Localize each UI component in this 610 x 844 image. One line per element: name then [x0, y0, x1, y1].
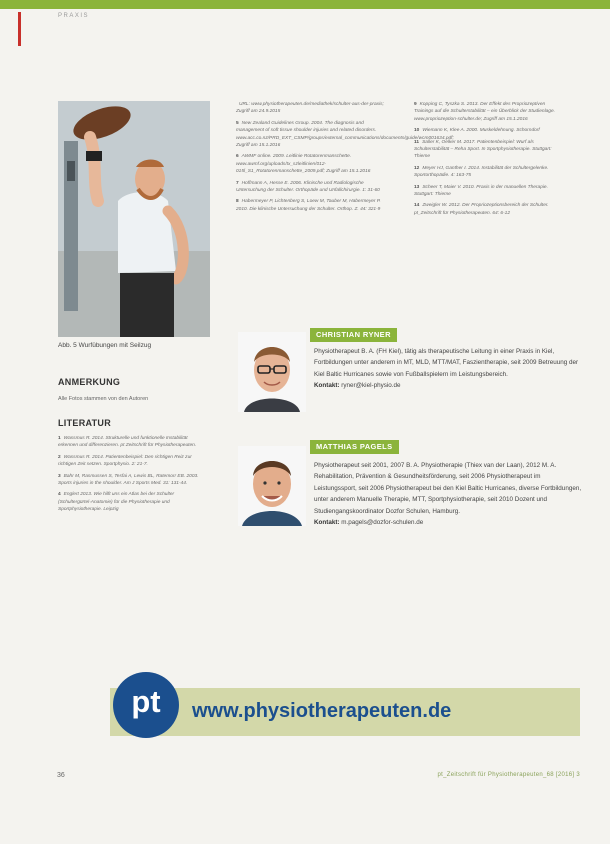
reference-item: 13 Scheer T, Maier V. 2010. Praxis in der manuellen Therapie. Stuttgart: Thieme	[414, 184, 548, 198]
author-bio-pagels: Physiotherapeut seit 2001, 2007 B. A. Physiotherapie (Thiex van der Laan), 2012 M. A. Rehabilitation, Prävention & Gesundheitsförderung, seit 2006 Physiotherapeut im Leistungssport, seit 2006 Physiotherapeut bei den Kiel Baltic Hurricanes, diverse Fortbildungen, unter anderem Manuelle Therapie, MTT, Sportphysiotherapie, seit 2010 Dozent und Studiengangskoordinator Dozfor Schulen, Hamburg. Kontakt: m.pagels@dozfor-schulen.de	[314, 462, 582, 527]
page-edge-marker	[18, 12, 21, 46]
author-portrait-pagels	[238, 446, 306, 526]
ad-website-link[interactable]: www.physiotherapeuten.de	[192, 700, 452, 722]
reference-item: 12 Meyer HJ, Ganther I. 2014. Instabilität der Schultergelenke. Sportorthopädie. 4: 163-75	[414, 165, 549, 179]
reference-item: 7 Hoffmann A, Hesse E. 2006. Klinische und Radiologische Untersuchung der Schulter. Orthopäde und Unfallchirurgie. 1: 31-60	[236, 180, 380, 194]
section-label: PRAXIS	[58, 13, 90, 19]
reference-item: 14 Zweigler W. 2012. Der Propriozeptionsbereich der Schulter. pt_Zeitschrift für Physiotherapeuten. 64: 6-12	[414, 203, 549, 216]
author-name-ryner: CHRISTIAN RYNER	[310, 328, 397, 342]
exercise-photo	[58, 101, 210, 337]
reference-item: 8 Habermeyer P, Lichtenberg S, Loew M, Tauber M, Habermeyer P. 2010. Die klinische Untersuchung der Schulter. Orthop. Z. 44: 321-9	[236, 199, 381, 212]
throwing-exercise-illustration	[58, 101, 210, 337]
reference-item: 6 AWMF online. 2009. Leitlinie Rotatorenmanschette. www.awmf.org/uploads/tx_szleitlinien/012-015l_S1_Rotatorenmanschette_2009.pdf; Zugriff am 15.1.2016	[236, 154, 371, 175]
references-middle-column	[236, 101, 454, 217]
reference-item: 3 Bahr M, Rasmussen S, Tesfai A, Lewis BL, Ratemorr EB. 2003. Sports injuries in the shoulder. Am J Sports Med. 31: 131-44.	[58, 473, 199, 487]
pt-logo: pt	[113, 672, 179, 738]
figure-caption: Abb. 5 Wurfübungen mit Seilzug	[58, 342, 152, 349]
portrait-illustration	[238, 332, 306, 412]
reference-item: 9 Kopping C, Tyszka S. 2013. Der Effekt des Propriozeptiven Trainings auf die Schulterstabilität – ein Überblick der Studienlage. www.propriozeption-schulter.de; Zugriff am 15.1.2016	[414, 102, 555, 122]
references-right-column	[414, 101, 564, 221]
reference-item: 11 Saller K, Oelker M. 2017. Patientenbeispiel: Wurf als Schulterstabilität – Reha Sport. In Sportphysiotherapie. Stuttgart: Thieme	[414, 139, 552, 160]
page-number: 36	[57, 772, 65, 779]
reference-item: 5 New Zealand Guidelines Group. 2004. The diagnosis and management of soft tissue shoulder injuries and related disorders. www.acc.co.nz/PRD_EXT_CSMP/groups/external_communications/documents/guide/wcm001634.pdf; Zugriff am 15.1.2016	[236, 120, 454, 149]
author-name-pagels: MATTHIAS PAGELS	[310, 440, 399, 454]
journal-citation: pt_Zeitschrift für Physiotherapeuten_68 [2016] 3	[437, 772, 580, 778]
references-left-column	[58, 435, 208, 518]
reference-item: 4 Englert 2013. Wie hilft uns ein Atlas bei der Schulter (Schultergürtel-Anatomie) für die Physiotherapie und Sportphysiotherapie. Leipzig	[58, 492, 175, 513]
reference-item: 10 Wiemann K, Klee A. 2000. Muskeldehnung. Schorndorf	[414, 128, 540, 134]
anmerkung-text: Alle Fotos stammen von den Autoren	[58, 396, 149, 402]
top-accent-bar	[0, 0, 610, 9]
reference-item: 1 Wassmus R. 2014. Strukturelle und funktionelle Instabilität erkennen und differenzieren. pt Zeitschrift für Physiotherapeuten.	[58, 436, 197, 449]
author-contact-ryner[interactable]: ryner@kiel-physio.de	[341, 382, 401, 390]
author-portrait-ryner	[238, 332, 306, 412]
anmerkung-heading: ANMERKUNG	[58, 377, 121, 387]
author-bio-ryner: Physiotherapeut B. A. (FH Kiel), tätig als therapeutische Leitung in einer Praxis in Kiel, Fortbildungen unter anderem in MT, MLD, MTT/MAT, Faszientherapie, seit 2009 Betreuung der Kiel Baltic Hurricanes sowie von Fußballspielern im Leistungsbereich. Kontakt: ryner@kiel-physio.de	[314, 348, 579, 390]
portrait-illustration	[238, 446, 306, 526]
literatur-heading: LITERATUR	[58, 418, 112, 428]
author-contact-pagels[interactable]: m.pagels@dozfor-schulen.de	[341, 519, 424, 527]
reference-item: URL: www.physiotherapeuten.de/mediathek/schulter-aus-der-praxis; Zugriff am 24.9.2015	[236, 102, 384, 115]
reference-item: 2 Wassmus R. 2014. Patientenbeispiel: Den richtigen Reiz zur richtigen Zeit setzen. Sportphysio. 2: 21-7.	[58, 454, 192, 468]
